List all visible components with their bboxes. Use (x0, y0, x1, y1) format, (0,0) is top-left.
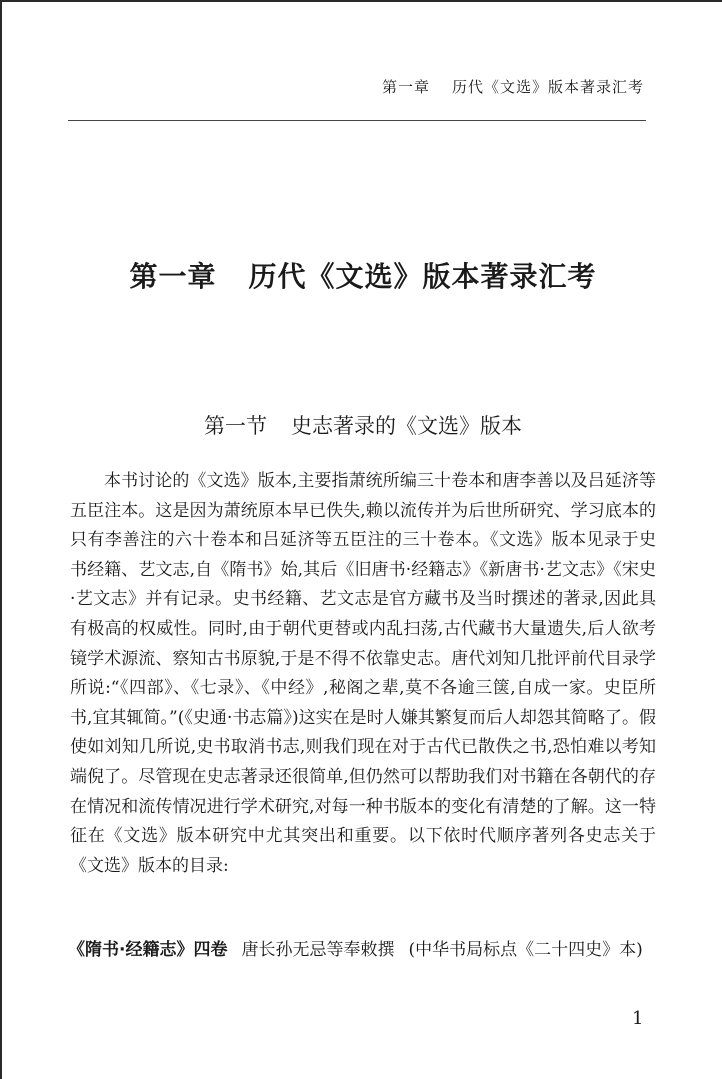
body-paragraph: 本书讨论的《文选》版本,主要指萧统所编三十卷本和唐李善以及吕延济等五臣注本。这是因为萧统原本早已佚失,赖以流传并为后世所研究、学习底本的只有李善注的六十卷本和吕延济等五臣注的三十卷本。《文选》版本见录于史书经籍、艺文志,自《隋书》始,其后《旧唐书·经籍志》《新唐书·艺文志》《宋史·艺文志》并有记录。史书经籍、艺文志是官方藏书及当时撰述的著录,因此具有极高的权威性。同时,由于朝代更替或内乱扫荡,古代藏书大量遗失,后人欲考镜学术源流、察知古书原貌,于是不得不依靠史志。唐代刘知几批评前代目录学所说:“《四部》、《七录》、《中经》,秘阁之辈,莫不各逾三箧,自成一家。史臣所书,宜其辄简。”(《史通·书志篇》)这实在是时人嫌其繁复而后人却怨其简略了。假使如刘知几所说,史书取消书志,则我们现在对于古代已散佚之书,恐怕难以考知端倪了。尽管现在史志著录还很简单,但仍然可以帮助我们对书籍在各朝代的存在情况和流传情况进行学术研究,对每一种书版本的变化有清楚的了解。这一特征在《文选》版本研究中尤其突出和重要。以下依时代顺序著列各史志关于《文选》版本的目录: (70, 471, 656, 876)
chapter-title-text: 历代《文选》版本著录汇考 (248, 260, 597, 293)
chapter-heading (2, 255, 722, 295)
section-heading (2, 410, 722, 440)
running-head (382, 76, 644, 97)
section-number: 第一节 (204, 414, 267, 438)
entry-title: 《隋书·经籍志》四卷 (68, 940, 228, 960)
entry-author: 唐长孙无忌等奉敕撰 (241, 940, 395, 960)
section-title-text: 史志著录的《文选》版本 (291, 414, 522, 438)
chapter-number: 第一章 (129, 260, 217, 293)
running-head-chapter: 第一章 (381, 78, 430, 96)
header-rule (68, 120, 646, 121)
bibliography-entry (68, 935, 668, 960)
entry-edition: (中华书局标点《二十四史》本) (408, 940, 643, 960)
running-head-title: 历代《文选》版本著录汇考 (451, 78, 644, 96)
page-number: 1 (632, 1008, 644, 1029)
